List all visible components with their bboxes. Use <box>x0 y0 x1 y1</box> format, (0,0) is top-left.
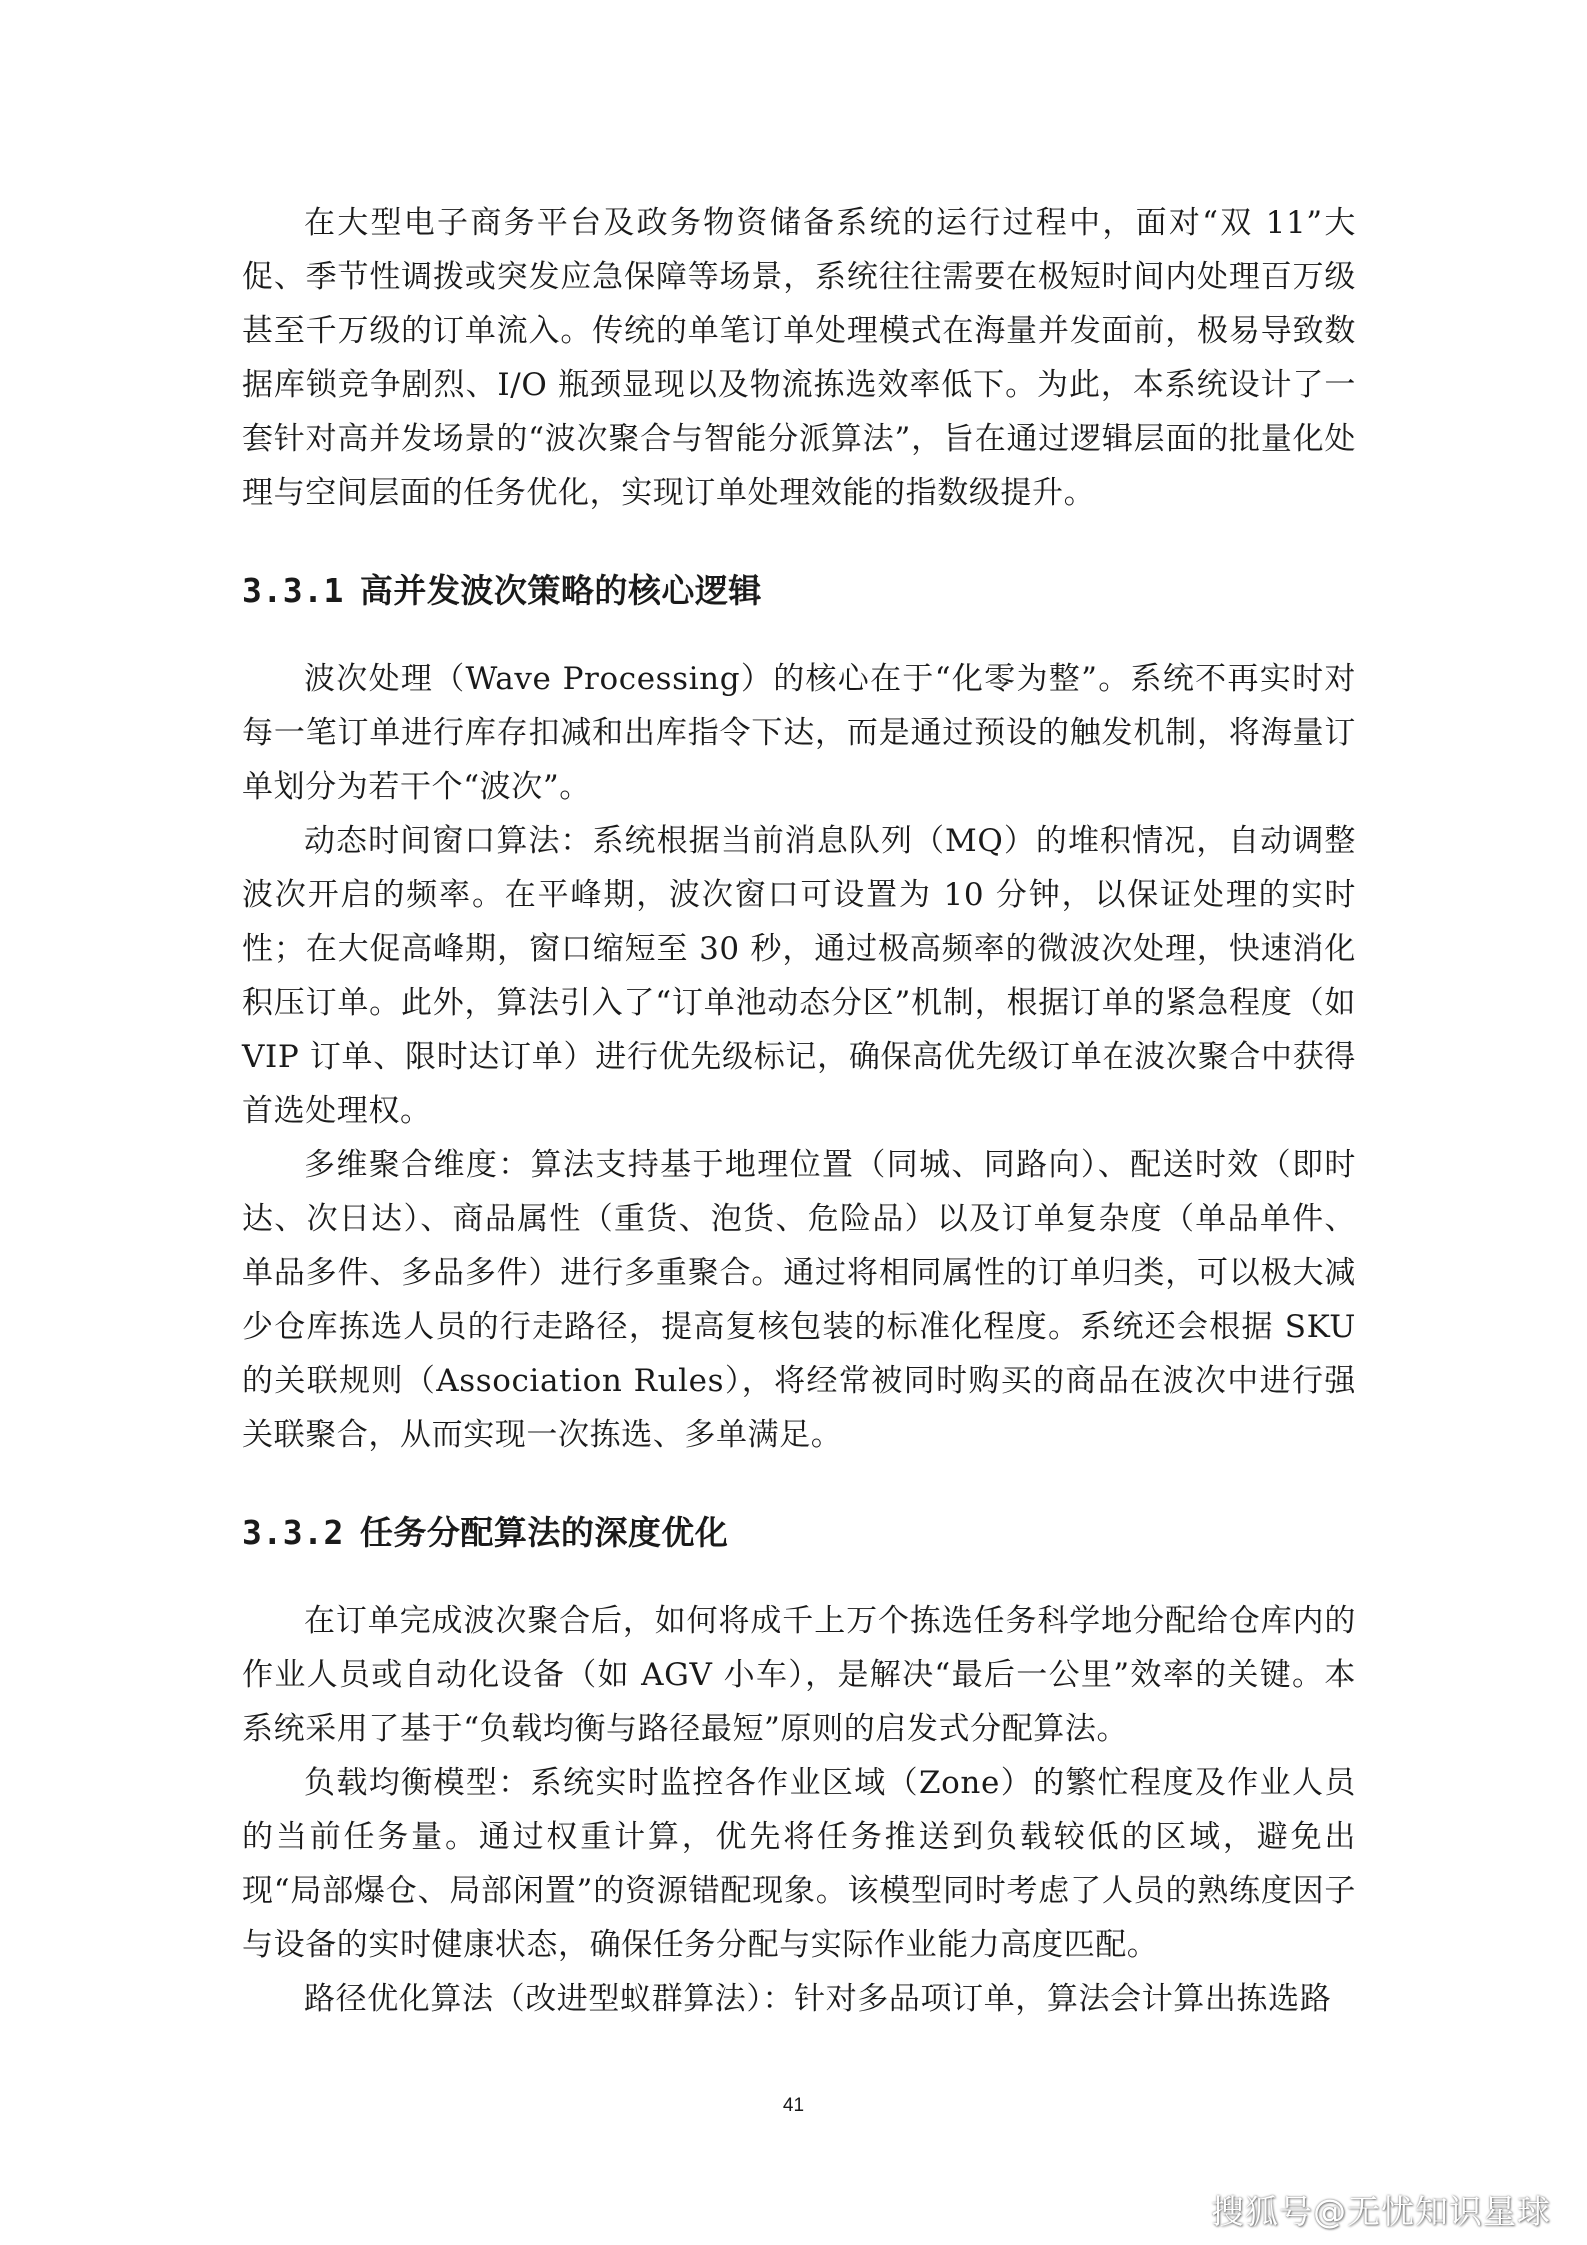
section-title: 高并发波次策略的核心逻辑 <box>359 571 762 610</box>
section-heading-3-3-1 <box>242 564 1356 618</box>
path-optimization-paragraph: 路径优化算法（改进型蚁群算法）：针对多品项订单，算法会计算出拣选路 <box>304 1981 1332 2017</box>
task-allocation-paragraph: 在订单完成波次聚合后，如何将成千上万个拣选任务科学地分配给仓库内的作业人员或自动化设备（如 AGV 小车），是解决“最后一公里”效率的关键。本系统采用了基于“负载均衡与路径最短”原则的启发式分配算法。 <box>242 1603 1356 1747</box>
intro-paragraph: 在大型电子商务平台及政务物资储备系统的运行过程中，面对“双 11”大促、季节性调拨或突发应急保障等场景，系统往往需要在极短时间内处理百万级甚至千万级的订单流入。传统的单笔订单处理模式在海量并发面前，极易导致数据库锁竞争剧烈、I/O 瓶颈显现以及物流拣选效率低下。为此，本系统设计了一套针对高并发场景的“波次聚合与智能分派算法”，旨在通过逻辑层面的批量化处理与空间层面的任务优化，实现订单处理效能的指数级提升。 <box>242 205 1356 511</box>
sohu-watermark: 搜狐号@无忧知识星球 <box>1211 2192 1551 2231</box>
multi-dimension-paragraph: 多维聚合维度：算法支持基于地理位置（同城、同路向）、配送时效（即时达、次日达）、商品属性（重货、泡货、危险品）以及订单复杂度（单品单件、单品多件、多品多件）进行多重聚合。通过将相同属性的订单归类，可以极大减少仓库拣选人员的行走路径，提高复核包装的标准化程度。系统还会根据 SKU 的关联规则（Association Rules），将经常被同时购买的商品在波次中进行强关联聚合，从而实现一次拣选、多单满足。 <box>242 1147 1356 1453</box>
load-balancing-paragraph: 负载均衡模型：系统实时监控各作业区域（Zone）的繁忙程度及作业人员的当前任务量。通过权重计算，优先将任务推送到负载较低的区域，避免出现“局部爆仓、局部闲置”的资源错配现象。该模型同时考虑了人员的熟练度因子与设备的实时健康状态，确保任务分配与实际作业能力高度匹配。 <box>242 1765 1356 1963</box>
page-content <box>242 196 1356 2026</box>
section-heading-3-3-2 <box>242 1506 1356 1560</box>
wave-processing-paragraph: 波次处理（Wave Processing）的核心在于“化零为整”。系统不再实时对每一笔订单进行库存扣减和出库指令下达，而是通过预设的触发机制，将海量订单划分为若干个“波次”。 <box>242 661 1356 805</box>
section-number: 3.3.2 <box>242 1513 344 1552</box>
dynamic-window-paragraph: 动态时间窗口算法：系统根据当前消息队列（MQ）的堆积情况，自动调整波次开启的频率。在平峰期，波次窗口可设置为 10 分钟，以保证处理的实时性；在大促高峰期，窗口缩短至 30 秒，通过极高频率的微波次处理，快速消化积压订单。此外，算法引入了“订单池动态分区”机制，根据订单的紧急程度（如 VIP 订单、限时达订单）进行优先级标记，确保高优先级订单在波次聚合中获得首选处理权。 <box>242 823 1356 1129</box>
section-title: 任务分配算法的深度优化 <box>359 1513 729 1552</box>
page-number: 41 <box>782 2095 805 2116</box>
section-number: 3.3.1 <box>242 571 344 610</box>
